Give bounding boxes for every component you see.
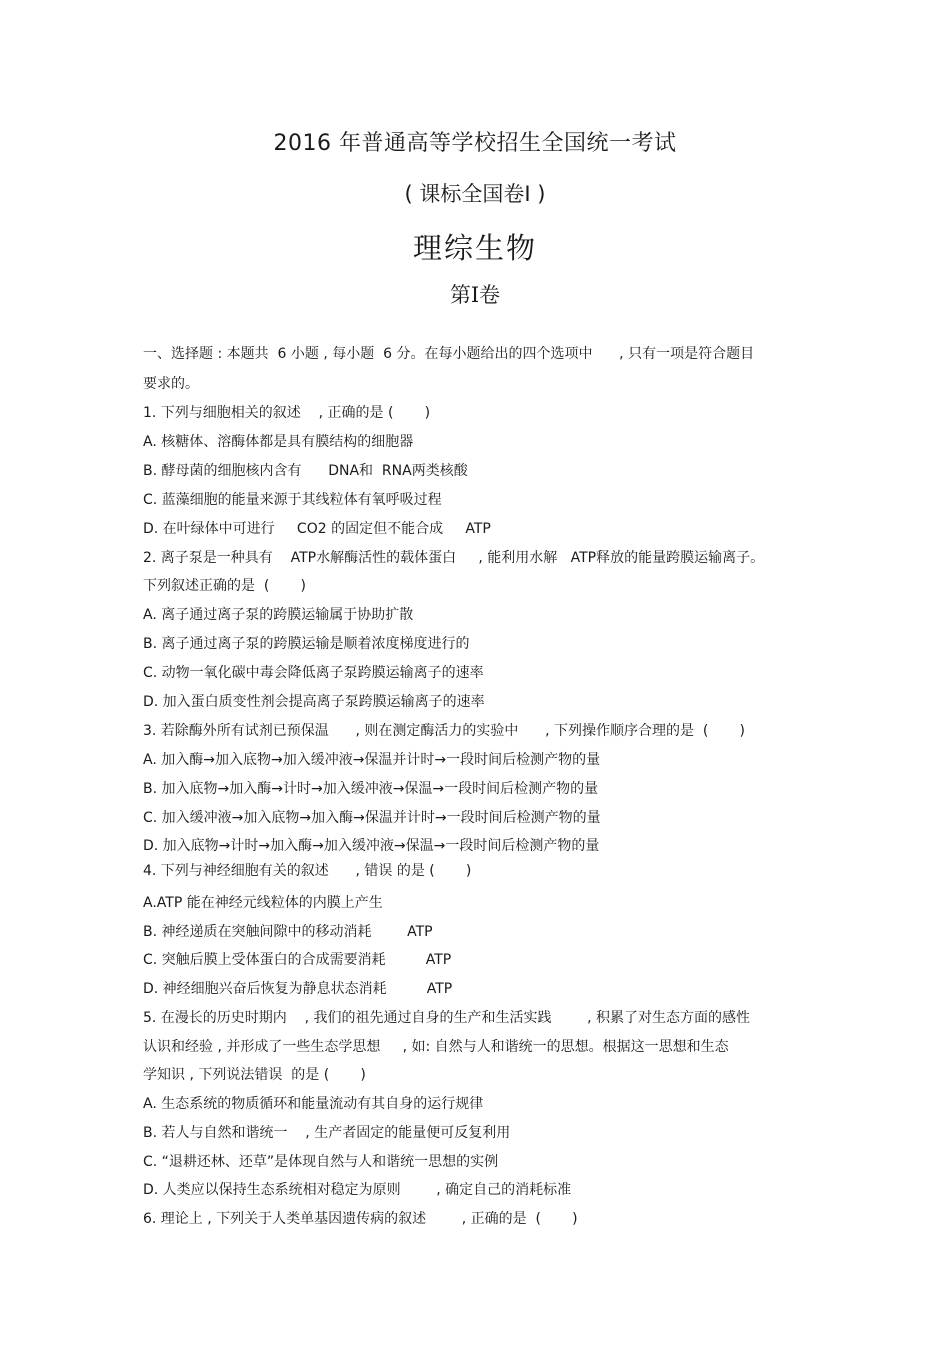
question-6-stem: 6. 理论上 , 下列关于人类单基因遗传病的叙述 , 正确的是 ( ) (143, 1211, 578, 1227)
question-3-option-b: B. 加入底物→加入酶→计时→加入缓冲液→保温→一段时间后检测产物的量 (143, 781, 599, 797)
question-2-option-d: D. 加入蛋白质变性剂会提高离子泵跨膜运输离子的速率 (143, 694, 485, 710)
question-5-stem-line-3: 学知识 , 下列说法错误 的是 ( ) (143, 1067, 366, 1083)
question-1-option-d: D. 在叶绿体中可进行 CO2 的固定但不能合成 ATP (143, 521, 491, 537)
question-5-option-b: B. 若人与自然和谐统一 , 生产者固定的能量便可反复利用 (143, 1125, 511, 1141)
exam-subtitle: ( 课标全国卷Ⅰ ) (404, 182, 546, 206)
question-5-option-a: A. 生态系统的物质循环和能量流动有其自身的运行规律 (143, 1096, 484, 1112)
question-5-stem-line-1: 5. 在漫长的历史时期内 , 我们的祖先通过自身的生产和生活实践 , 积累了对生态方面的感性 (143, 1010, 751, 1026)
question-4-option-a: A.ATP 能在神经元线粒体的内膜上产生 (143, 895, 383, 911)
question-5-stem-line-2: 认识和经验 , 并形成了一些生态学思想 , 如: 自然与人和谐统一的思想。根据这一思想和生态 (143, 1039, 729, 1055)
question-1-option-c: C. 蓝藻细胞的能量来源于其线粒体有氧呼吸过程 (143, 492, 442, 508)
question-3-stem: 3. 若除酶外所有试剂已预保温 , 则在测定酶活力的实验中 , 下列操作顺序合理的是 ( ) (143, 723, 745, 739)
question-2-option-b: B. 离子通过离子泵的跨膜运输是顺着浓度梯度进行的 (143, 636, 470, 652)
volume-title: 第Ⅰ卷 (449, 283, 501, 307)
question-3-option-d: D. 加入底物→计时→加入酶→加入缓冲液→保温→一段时间后检测产物的量 (143, 838, 600, 854)
question-1-stem: 1. 下列与细胞相关的叙述 , 正确的是 ( ) (143, 405, 431, 421)
question-2-option-c: C. 动物一氧化碳中毒会降低离子泵跨膜运输离子的速率 (143, 665, 484, 681)
exam-title: 2016 年普通高等学校招生全国统一考试 (273, 131, 677, 156)
section-intro-line-2: 要求的。 (143, 376, 199, 392)
question-2-stem-line-1: 2. 离子泵是一种具有 ATP水解酶活性的载体蛋白 , 能利用水解 ATP释放的能量跨膜运输离子。 (143, 550, 765, 566)
question-2-option-a: A. 离子通过离子泵的跨膜运输属于协助扩散 (143, 607, 414, 623)
question-4-stem: 4. 下列与神经细胞有关的叙述 , 错误 的是 ( ) (143, 863, 472, 879)
question-3-option-a: A. 加入酶→加入底物→加入缓冲液→保温并计时→一段时间后检测产物的量 (143, 752, 601, 768)
question-3-option-c: C. 加入缓冲液→加入底物→加入酶→保温并计时→一段时间后检测产物的量 (143, 810, 601, 826)
section-intro-line-1: 一、选择题 : 本题共 6 小题 , 每小题 6 分。在每小题给出的四个选项中 , 只有一项是符合题目 (143, 346, 755, 362)
question-4-option-b: B. 神经递质在突触间隙中的移动消耗 ATP (143, 924, 433, 940)
question-2-stem-line-2: 下列叙述正确的是 ( ) (143, 578, 306, 594)
question-4-option-c: C. 突触后膜上受体蛋白的合成需要消耗 ATP (143, 952, 452, 968)
question-4-option-d: D. 神经细胞兴奋后恢复为静息状态消耗 ATP (143, 981, 453, 997)
question-1-option-b: B. 酵母菌的细胞核内含有 DNA和 RNA两类核酸 (143, 463, 468, 479)
question-1-option-a: A. 核糖体、溶酶体都是具有膜结构的细胞器 (143, 434, 414, 450)
question-5-option-d: D. 人类应以保持生态系统相对稳定为原则 , 确定自己的消耗标准 (143, 1182, 572, 1198)
subject-title: 理综生物 (412, 231, 537, 265)
question-5-option-c: C. “退耕还林、还草”是体现自然与人和谐统一思想的实例 (143, 1154, 499, 1170)
